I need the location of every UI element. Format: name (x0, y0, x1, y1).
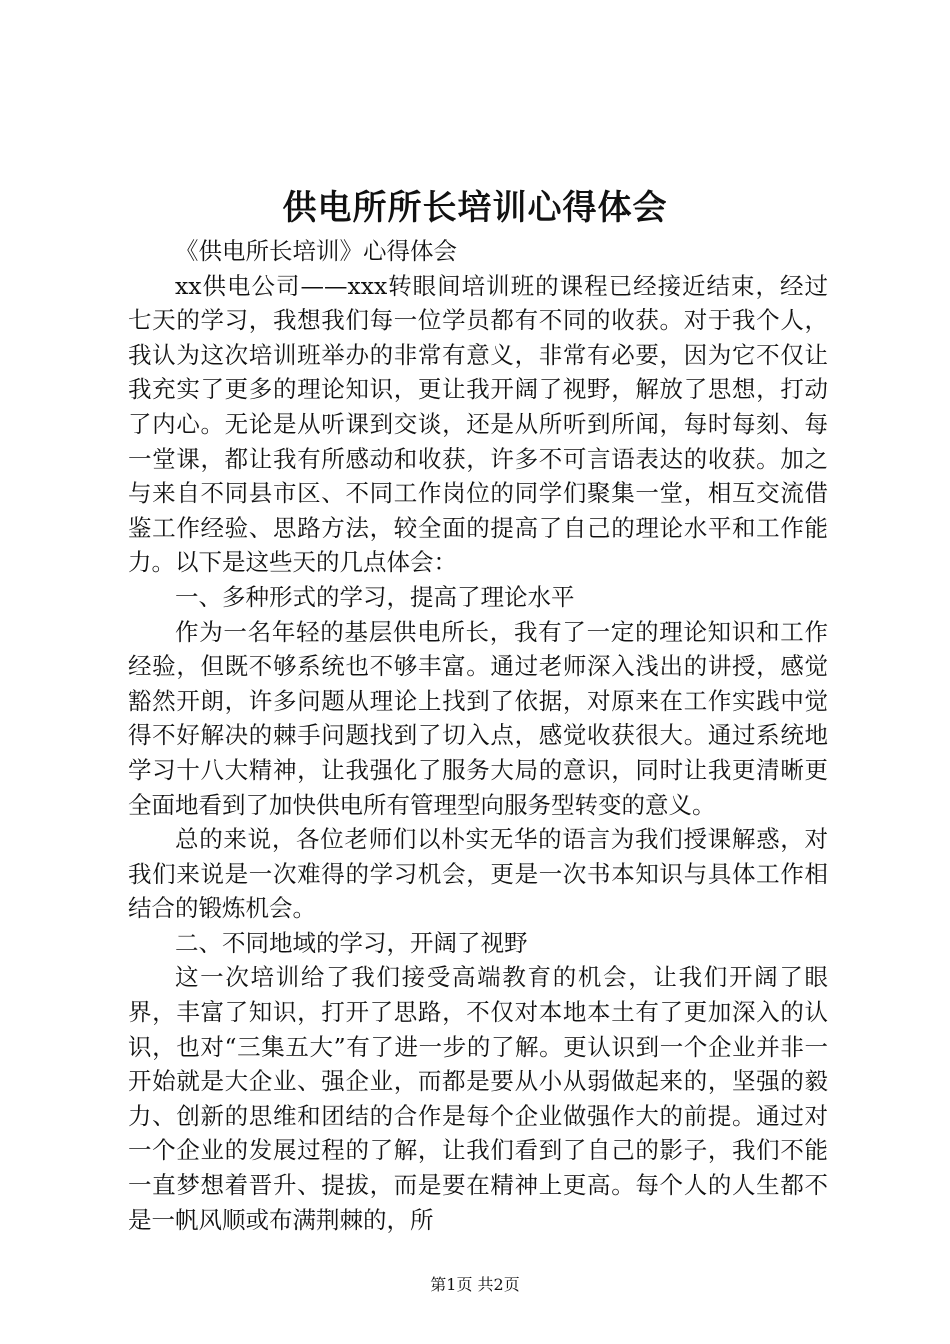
body-paragraph: 总的来说，各位老师们以朴实无华的语言为我们授课解惑，对我们来说是一次难得的学习机会，更是一次书本知识与具体工作相结合的锻炼机会。 (128, 825, 828, 923)
document-title: 供电所所长培训心得体会 (282, 188, 668, 228)
body-paragraph: 作为一名年轻的基层供电所长，我有了一定的理论知识和工作经验，但既不够系统也不够丰富。通过老师深入浅出的讲授，感觉豁然开朗，许多问题从理论上找到了依据，对原来在工作实践中觉得不好解决的棘手问题找到了切入点，感觉收获很大。通过系统地学习十八大精神，让我强化了服务大局的意识，同时让我更清晰更全面地看到了加快供电所有管理型向服务型转变的意义。 (128, 617, 828, 819)
document-body (128, 234, 828, 1237)
page-footer: 第1页 共2页 (430, 1275, 520, 1294)
section-heading: 二、不同地域的学习，开阔了视野 (175, 928, 528, 957)
document-subtitle: 《供电所长培训》心得体会 (175, 237, 457, 265)
body-paragraph: xx供电公司——xxx转眼间培训班的课程已经接近结束，经过七天的学习，我想我们每一位学员都有不同的收获。对于我个人，我认为这次培训班举办的非常有意义，非常有必要，因为它不仅让我充实了更多的理论知识，更让我开阔了视野，解放了思想，打动了内心。无论是从听课到交谈，还是从所听到所闻，每时每刻、每一堂课，都让我有所感动和收获，许多不可言语表达的收获。加之与来自不同县市区、不同工作岗位的同学们聚集一堂，相互交流借鉴工作经验、思路方法，较全面的提高了自己的理论水平和工作能力。以下是这些天的几点体会： (128, 271, 828, 577)
body-paragraph: 这一次培训给了我们接受高端教育的机会，让我们开阔了眼界，丰富了知识，打开了思路，不仅对本地本土有了更加深入的认识，也对“三集五大”有了进一步的了解。更认识到一个企业并非一开始就是大企业、强企业，而都是要从小从弱做起来的，坚强的毅力、创新的思维和团结的合作是每个企业做强作大的前提。通过对一个企业的发展过程的了解，让我们看到了自己的影子，我们不能一直梦想着晋升、提拔，而是要在精神上更高。每个人的人生都不是一帆风顺或布满荆棘的，所 (128, 963, 828, 1234)
section-heading: 一、多种形式的学习，提高了理论水平 (175, 582, 575, 611)
